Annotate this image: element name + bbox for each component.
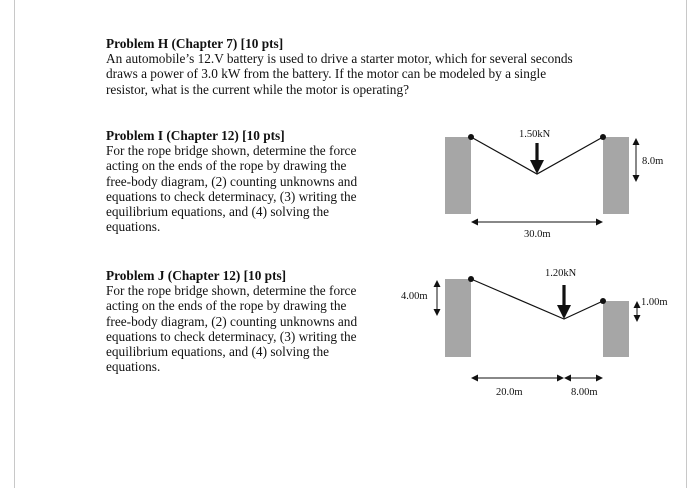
problem-j-line-3: free-body diagram, (2) counting unknowns and bbox=[106, 313, 358, 329]
problem-h-line-1: An automobile’s 12.V battery is used to drive a starter motor, which for several seconds bbox=[106, 51, 573, 67]
figure-i-left-tower bbox=[445, 137, 471, 214]
problem-j-line-6: equations. bbox=[106, 359, 161, 375]
problem-i-heading: Problem I (Chapter 12) [10 pts] bbox=[106, 128, 285, 143]
figure-i-span-label: 30.0m bbox=[524, 229, 551, 240]
figure-i-right-tower bbox=[603, 137, 629, 214]
figure-j-left-tower bbox=[445, 279, 471, 357]
problem-h-line-3: resistor, what is the current while the motor is operating? bbox=[106, 81, 409, 97]
figure-i bbox=[445, 134, 636, 222]
figure-j-right-tower bbox=[603, 301, 629, 357]
figure-j-left-span-label: 20.0m bbox=[496, 387, 523, 398]
figure-i-load-label: 1.50kN bbox=[519, 129, 551, 140]
problem-h-line-2: draws a power of 3.0 kW from the battery. If the motor can be modeled by a single bbox=[106, 66, 547, 82]
problem-i-line-6: equations. bbox=[106, 219, 161, 235]
problem-j-line-4: equations to check determinacy, (3) writing the bbox=[106, 328, 357, 344]
figure-i-left-anchor bbox=[468, 134, 474, 140]
problem-h-heading: Problem H (Chapter 7) [10 pts] bbox=[106, 36, 284, 51]
figure-j-right-anchor bbox=[600, 298, 606, 304]
problem-j-line-1: For the rope bridge shown, determine the force bbox=[106, 283, 357, 299]
figure-j-load-label: 1.20kN bbox=[545, 268, 577, 279]
figure-i-height-label: 8.0m bbox=[642, 156, 664, 167]
problem-i-line-3: free-body diagram, (2) counting unknowns and bbox=[106, 173, 358, 189]
problem-i-line-1: For the rope bridge shown, determine the force bbox=[106, 143, 357, 159]
figure-j-right-height-label: 1.00m bbox=[641, 297, 668, 308]
figure-j-right-span-label: 8.00m bbox=[571, 387, 598, 398]
figure-j bbox=[437, 276, 637, 378]
problem-i-line-4: equations to check determinacy, (3) writing the bbox=[106, 188, 357, 204]
figure-j-left-anchor bbox=[468, 276, 474, 282]
figure-j-left-height-label: 4.00m bbox=[401, 291, 428, 302]
problem-j-heading: Problem J (Chapter 12) [10 pts] bbox=[106, 268, 287, 283]
figure-j-rope bbox=[471, 279, 603, 319]
problem-j-line-2: acting on the ends of the rope by drawing the bbox=[106, 298, 347, 314]
problem-i-line-2: acting on the ends of the rope by drawing the bbox=[106, 158, 347, 174]
problem-j-line-5: equilibrium equations, and (4) solving the bbox=[106, 344, 330, 360]
figure-i-right-anchor bbox=[600, 134, 606, 140]
problem-i-line-5: equilibrium equations, and (4) solving the bbox=[106, 204, 330, 220]
